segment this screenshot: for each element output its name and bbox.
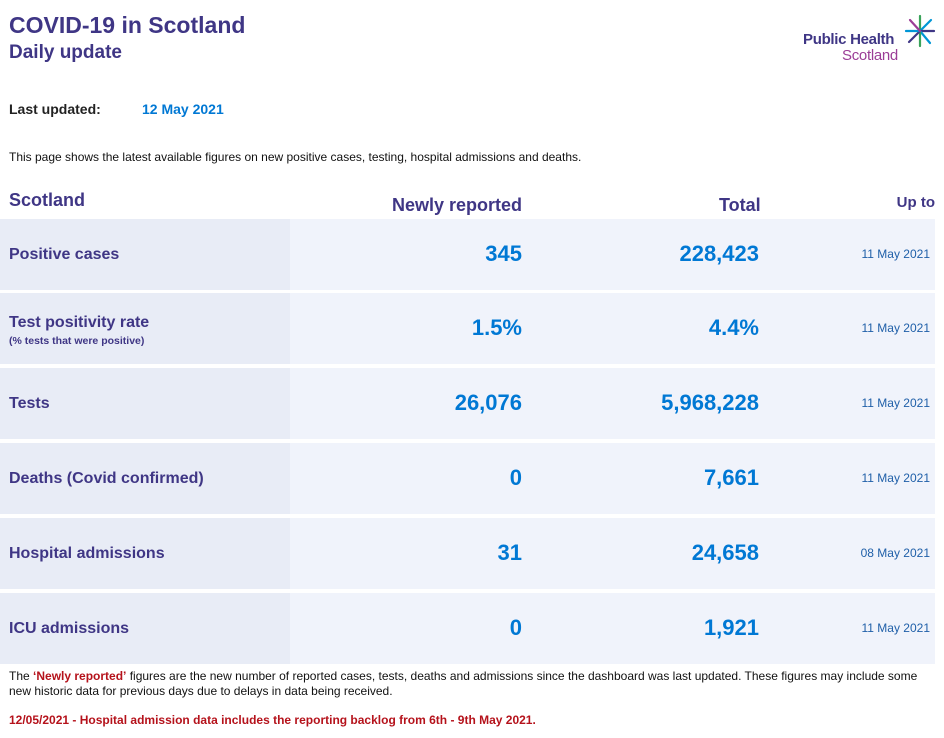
row-newly-reported-value: 0 [509, 465, 522, 490]
row-label: Tests [9, 395, 50, 412]
row-total-value: 4.4% [708, 315, 759, 340]
row-label-cell [0, 593, 290, 664]
table-row-hospital-admissions [0, 518, 935, 589]
table-row-tests [0, 368, 935, 439]
row-sublabel: (% tests that were positive) [9, 335, 145, 347]
row-total-value: 24,658 [691, 540, 759, 565]
row-newly-reported-value: 345 [485, 241, 522, 266]
row-label-cell [0, 368, 290, 439]
page-subtitle: Daily update [9, 42, 122, 63]
row-label: Hospital admissions [9, 545, 165, 562]
row-up-to-date: 11 May 2021 [861, 247, 930, 261]
row-newly-reported-value: 31 [497, 540, 522, 565]
row-label-cell [0, 293, 290, 364]
public-health-scotland-logo[interactable] [800, 14, 940, 66]
star-burst-icon [904, 14, 936, 48]
row-label-cell [0, 219, 290, 290]
row-newly-reported-value: 0 [509, 615, 522, 640]
footnote [9, 669, 929, 699]
row-label: ICU admissions [9, 620, 130, 637]
footnote-text: figures are the new number of reported cases, tests, deaths and admissions since the dashboard was last updated. These figures may include some new historic data for previous days due to delays in data being received. [9, 669, 918, 698]
alert-notice: 12/05/2021 - Hospital admission data includes the reporting backlog from 6th - 9th May 2021. [9, 713, 536, 727]
logo-line1: Public Health [803, 31, 895, 48]
footnote-highlight: ‘Newly reported’ [33, 669, 127, 683]
row-up-to-date: 11 May 2021 [861, 621, 930, 635]
table-row-icu-admissions [0, 593, 935, 664]
row-total-value: 1,921 [703, 615, 759, 640]
row-up-to-date: 08 May 2021 [860, 546, 930, 560]
column-header-total: Total [719, 195, 761, 215]
page-title: COVID-19 in Scotland [9, 12, 246, 38]
column-header-newly-reported: Newly reported [392, 195, 523, 215]
footnote-prefix: The [9, 669, 34, 683]
row-label: Deaths (Covid confirmed) [9, 470, 204, 487]
row-total-value: 5,968,228 [661, 390, 759, 415]
row-up-to-date: 11 May 2021 [861, 396, 930, 410]
intro-text: This page shows the latest available figures on new positive cases, testing, hospital admissions and deaths. [9, 150, 582, 164]
column-header-region: Scotland [9, 190, 86, 210]
row-label: Test positivity rate [9, 314, 150, 331]
row-up-to-date: 11 May 2021 [861, 321, 930, 335]
logo-line2: Scotland [842, 47, 898, 64]
last-updated-label: Last updated: [9, 101, 101, 117]
row-up-to-date: 11 May 2021 [861, 471, 930, 485]
table-row-deaths [0, 443, 935, 514]
row-newly-reported-value: 26,076 [454, 390, 522, 415]
row-newly-reported-value: 1.5% [471, 315, 522, 340]
row-label-cell [0, 518, 290, 589]
row-total-value: 7,661 [703, 465, 759, 490]
table-row-test-positivity-rate [0, 293, 935, 364]
column-header-up-to: Up to [896, 194, 935, 211]
row-total-value: 228,423 [679, 241, 759, 266]
table-row-positive-cases [0, 219, 935, 290]
row-label-cell [0, 443, 290, 514]
row-label: Positive cases [9, 246, 120, 263]
last-updated-value: 12 May 2021 [142, 101, 224, 117]
